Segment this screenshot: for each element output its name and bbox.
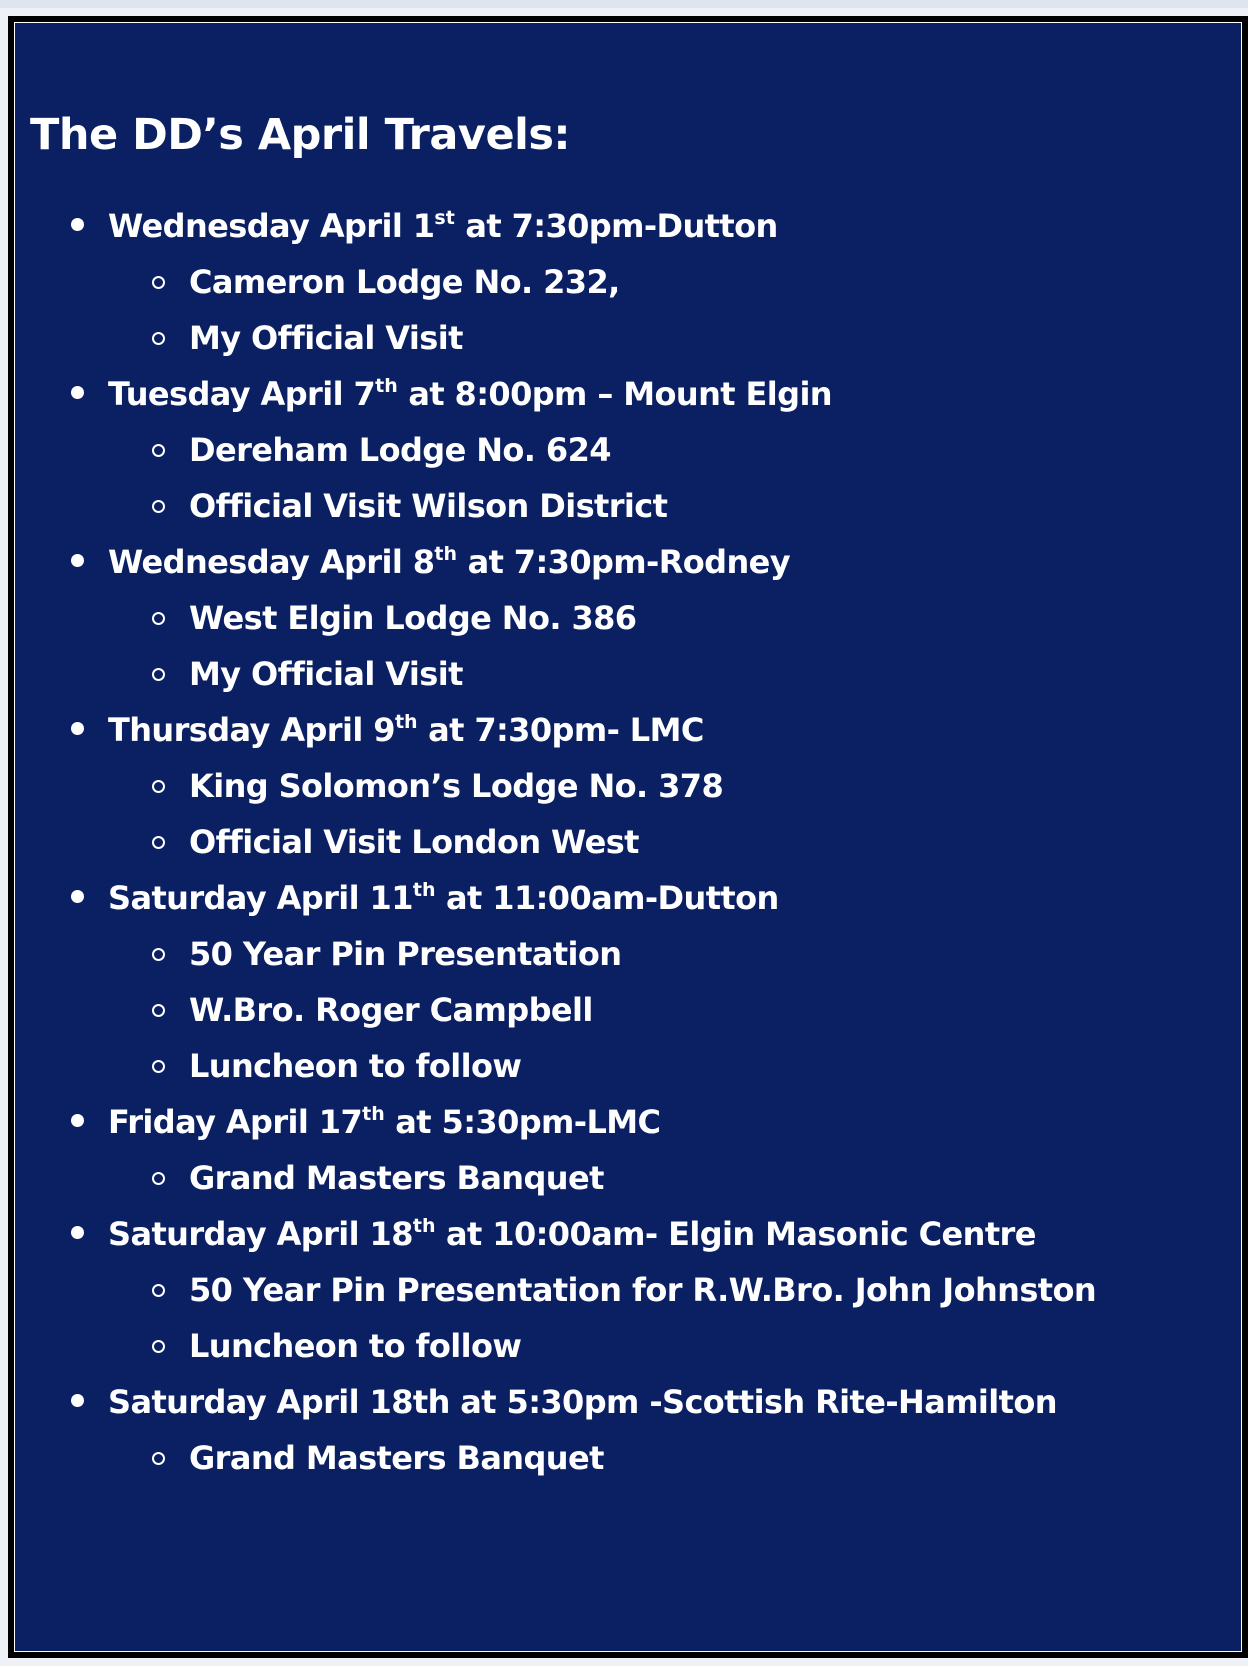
event-heading [108, 534, 790, 590]
circle-bullet-icon [152, 1452, 165, 1465]
event-heading [108, 1094, 660, 1150]
ordinal-suffix: th [434, 543, 458, 565]
event-detail-item [14, 590, 1242, 646]
circle-bullet-icon [152, 332, 165, 345]
event-detail-item [14, 254, 1242, 310]
bullet-icon [71, 890, 84, 903]
document-frame [8, 16, 1248, 1658]
event-detail-item [14, 646, 1242, 702]
ordinal-suffix: th [412, 879, 436, 901]
circle-bullet-icon [152, 500, 165, 513]
circle-bullet-icon [152, 948, 165, 961]
event-detail-item [14, 926, 1242, 982]
event-item [14, 702, 1242, 758]
circle-bullet-icon [152, 780, 165, 793]
ordinal-suffix: th [375, 375, 398, 397]
event-time-location: at 5:30pm-LMC [384, 1103, 661, 1141]
ordinal-suffix: st [434, 207, 455, 229]
bullet-icon [71, 1394, 84, 1407]
event-detail-item [14, 1150, 1242, 1206]
event-detail: Luncheon to follow [189, 1047, 522, 1085]
event-detail-item [14, 1318, 1242, 1374]
ordinal-suffix: th [362, 1103, 385, 1125]
event-date: Tuesday April 7 [108, 375, 376, 413]
event-detail-item [14, 1262, 1242, 1318]
top-strip [0, 0, 1248, 8]
event-detail: 50 Year Pin Presentation for R.W.Bro. John Johnston [189, 1271, 1097, 1309]
travel-panel [14, 22, 1242, 1652]
bullet-icon [71, 722, 84, 735]
event-detail: Luncheon to follow [189, 1327, 522, 1365]
event-detail-item [14, 758, 1242, 814]
event-detail-item [14, 478, 1242, 534]
event-date: Thursday April 9 [108, 711, 395, 749]
event-time-location: at 10:00am- Elgin Masonic Centre [435, 1215, 1036, 1253]
event-heading [108, 198, 778, 254]
event-date: Saturday April 18th at 5:30pm -Scottish Rite-Hamilton [108, 1383, 1057, 1421]
event-heading [108, 702, 704, 758]
event-time-location: at 7:30pm-Dutton [454, 207, 778, 245]
bullet-icon [71, 1226, 84, 1239]
circle-bullet-icon [152, 276, 165, 289]
bullet-icon [71, 218, 84, 231]
event-detail: My Official Visit [189, 655, 463, 693]
event-detail: King Solomon’s Lodge No. 378 [189, 767, 724, 805]
circle-bullet-icon [152, 444, 165, 457]
event-detail-item [14, 422, 1242, 478]
event-time-location: at 7:30pm-Rodney [457, 543, 791, 581]
circle-bullet-icon [152, 612, 165, 625]
circle-bullet-icon [152, 1060, 165, 1073]
event-detail-item [14, 1038, 1242, 1094]
event-item [14, 1206, 1242, 1262]
event-detail-item [14, 1430, 1242, 1486]
event-item [14, 198, 1242, 254]
event-date: Saturday April 11 [108, 879, 413, 917]
event-detail: Official Visit Wilson District [189, 487, 668, 525]
page-title: The DD’s April Travels: [30, 110, 571, 160]
event-detail: W.Bro. Roger Campbell [189, 991, 593, 1029]
event-detail: My Official Visit [189, 319, 463, 357]
event-item [14, 534, 1242, 590]
circle-bullet-icon [152, 1340, 165, 1353]
event-heading [108, 366, 832, 422]
event-detail: 50 Year Pin Presentation [189, 935, 622, 973]
circle-bullet-icon [152, 1172, 165, 1185]
event-detail: West Elgin Lodge No. 386 [189, 599, 637, 637]
event-date: Wednesday April 1 [108, 207, 435, 245]
event-heading [108, 1374, 1057, 1430]
bullet-icon [71, 1114, 84, 1127]
event-heading [108, 1206, 1036, 1262]
event-time-location: at 8:00pm – Mount Elgin [397, 375, 832, 413]
event-detail: Cameron Lodge No. 232, [189, 263, 620, 301]
event-detail: Grand Masters Banquet [189, 1159, 604, 1197]
event-detail-item [14, 310, 1242, 366]
event-heading [108, 870, 779, 926]
bullet-icon [71, 386, 84, 399]
event-detail-item [14, 982, 1242, 1038]
circle-bullet-icon [152, 836, 165, 849]
event-date: Friday April 17 [108, 1103, 363, 1141]
event-detail-item [14, 814, 1242, 870]
circle-bullet-icon [152, 1004, 165, 1017]
event-detail: Grand Masters Banquet [189, 1439, 604, 1477]
ordinal-suffix: th [394, 711, 418, 733]
events-list [14, 198, 1242, 1486]
event-item [14, 870, 1242, 926]
event-detail: Dereham Lodge No. 624 [189, 431, 611, 469]
circle-bullet-icon [152, 668, 165, 681]
ordinal-suffix: th [412, 1215, 436, 1237]
event-item [14, 1094, 1242, 1150]
event-time-location: at 11:00am-Dutton [435, 879, 779, 917]
bullet-icon [71, 554, 84, 567]
event-item [14, 366, 1242, 422]
circle-bullet-icon [152, 1284, 165, 1297]
event-item [14, 1374, 1242, 1430]
event-date: Saturday April 18 [108, 1215, 413, 1253]
event-detail: Official Visit London West [189, 823, 639, 861]
event-time-location: at 7:30pm- LMC [417, 711, 704, 749]
event-date: Wednesday April 8 [108, 543, 435, 581]
